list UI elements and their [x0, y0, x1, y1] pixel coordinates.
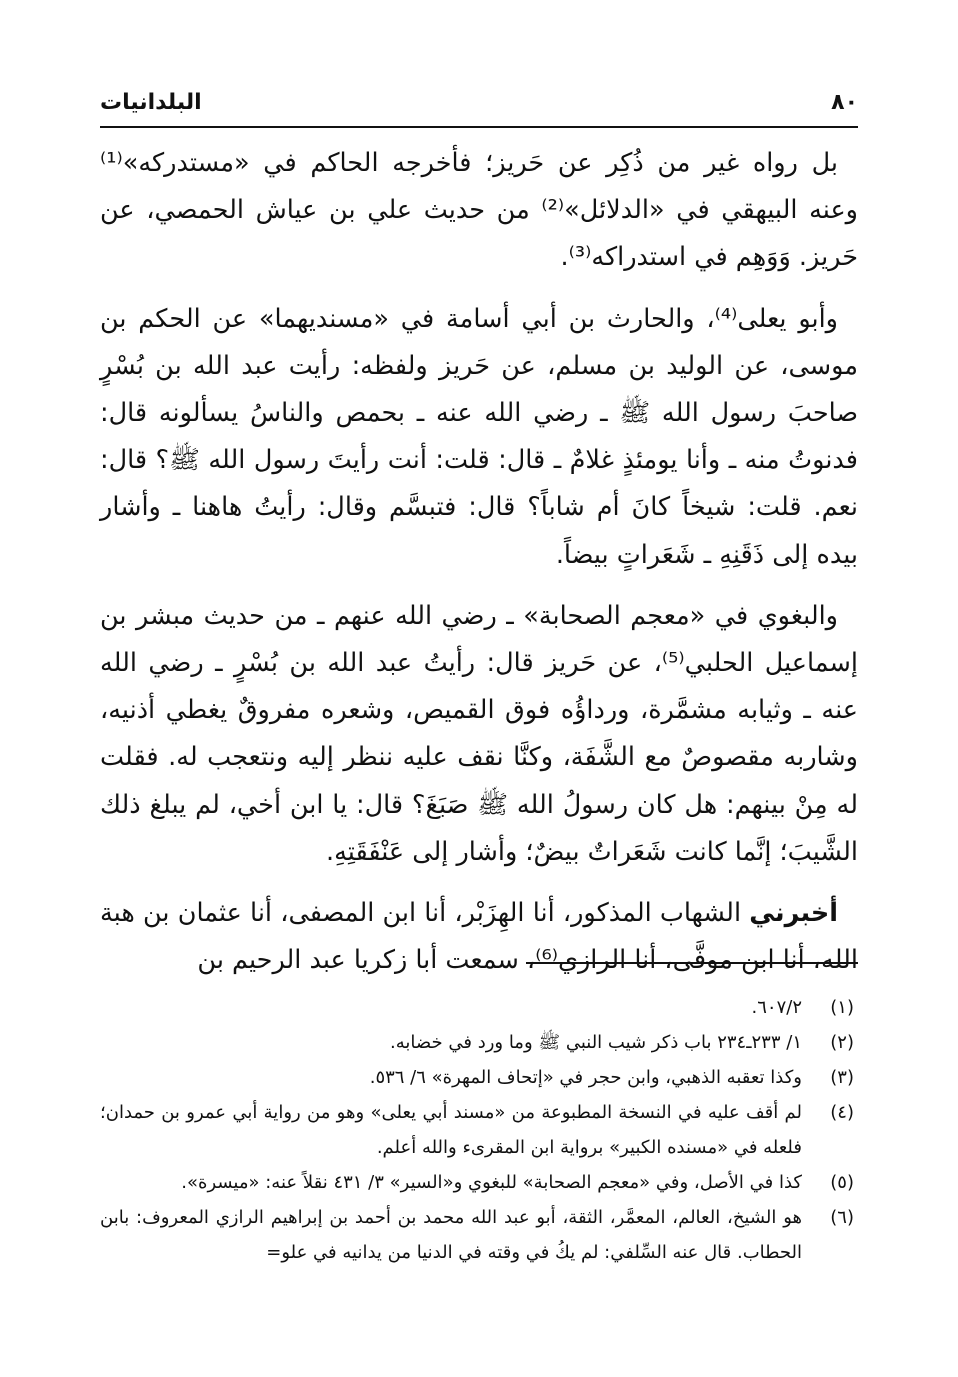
main-text	[100, 140, 858, 998]
header-divider	[100, 126, 858, 128]
footnote-6	[100, 1200, 858, 1270]
footnote-text: ١/ ٢٣٣ـ٢٣٤ باب ذكر شيب النبي ﷺ وما ورد في خضابه.	[390, 1032, 802, 1053]
footnote-number: (٦)	[830, 1207, 854, 1228]
paragraph-3	[100, 593, 858, 876]
footnote-2	[100, 1025, 858, 1060]
page-header	[100, 80, 858, 124]
footnote-number: (٥)	[830, 1172, 854, 1193]
footnote-5	[100, 1165, 858, 1200]
page-number: ٨٠	[831, 89, 858, 115]
footnote-number: (١)	[830, 997, 854, 1018]
paragraph-text: والبغوي في «معجم الصحابة» ـ رضي الله عنهم ـ من حديث مبشر بن إسماعيل الحلبي⁽⁵⁾، عن حَريز قال: رأيتُ عبد الله بن بُسْرٍ ـ رضي الله عنه ـ وثيابه مشمَّرة، ورداؤُه فوق القميص، وشعره مفروقٌ يغطي أذنيه، وشاربه مقصوصٌ مع الشَّفَة، وكنَّا نقف عليه ننظر إليه ونتعجب له. فقلت له مِنْ بينهم: هل كان رسولُ الله ﷺ صَبَغَ؟ قال: يا ابن أخي، لم يبلغ ذلك الشَّيبَ؛ إنَّما كانت شَعَراتٌ بيضٌ؛ وأشار إلى عَنْفَقَتِهِ.	[100, 600, 858, 867]
paragraph-text: وأبو يعلى⁽⁴⁾، والحارث بن أبي أسامة في «مسنديهما» عن الحكم بن موسى، عن الوليد بن مسلم، عن حَريز ولفظه: رأيت عبد الله بن بُسْرٍ صاحبَ رسول الله ﷺ ـ رضي الله عنه ـ بحمص والناسُ يسألونه قال: فدنوتُ منه ـ وأنا يومئذٍ غلامٌ ـ قال: قلت: أنت رأيتَ رسول الله ﷺ؟ قال: نعم. قلت: شيخاً كانَ أم شاباً؟ قال: فتبسَّم وقال: رأيتُ هاهنا ـ وأشار بيده إلى ذَقَنِهِ ـ شَعَراتٍ بيضاً.	[100, 303, 858, 570]
paragraph-text: بل رواه غير من ذُكِر عن حَريز؛ فأخرجه الحاكم في «مستدركه»⁽¹⁾ وعنه البيهقي في «الدلائل»⁽²⁾ من حديث علي بن عياش الحمصي، عن حَريز. وَوَهِم في استدراكه⁽³⁾.	[100, 148, 858, 273]
footnote-number: (٢)	[830, 1032, 854, 1053]
footnote-text: ٦٠٧/٢.	[751, 997, 802, 1018]
paragraph-lead: أخبرني	[749, 898, 838, 929]
paragraph-2	[100, 296, 858, 579]
footnote-4	[100, 1095, 858, 1165]
paragraph-4	[100, 890, 858, 984]
footnote-3	[100, 1060, 858, 1095]
footnote-number: (٣)	[830, 1067, 854, 1088]
footnote-1	[100, 990, 858, 1025]
footnote-text: وكذا تعقبه الذهبي، وابن حجر في «إتحاف المهرة» ٦/ ٥٣٦.	[369, 1067, 802, 1088]
footnote-divider	[526, 962, 858, 964]
footnote-text: لم أقف عليه في النسخة المطبوعة من «مسند أبي يعلى» وهو من رواية أبي عمرو بن حمدان؛ فلعله في «مسنده الكبير» برواية ابن المقرىء والله أعلم.	[100, 1102, 802, 1158]
running-title: البلدانيات	[100, 89, 202, 115]
paragraph-text: الشهاب المذكور، أنا الهِزَبْر، أنا ابن المصفى، أنا عثمان بن هبة الله، أنا ابن موفَّى، أنا الرازي⁽⁶⁾، سمعت أبا زكريا عبد الرحيم بن	[100, 898, 858, 976]
footnote-text: هو الشيخ، العالم، المعمَّر، الثقة، أبو عبد الله محمد بن أحمد بن إبراهيم الرازي المعروف: بابن الحطاب. قال عنه السِّلفي: لم يكُ في وقته في الدنيا من يدانيه في علو=	[100, 1207, 802, 1263]
footnote-text: كذا في الأصل، وفي «معجم الصحابة» للبغوي و«السير» ٣/ ٤٣١ نقلاً عنه: «ميسرة».	[181, 1172, 802, 1193]
paragraph-1	[100, 140, 858, 282]
footnotes	[100, 990, 858, 1270]
footnote-number: (٤)	[830, 1102, 854, 1123]
